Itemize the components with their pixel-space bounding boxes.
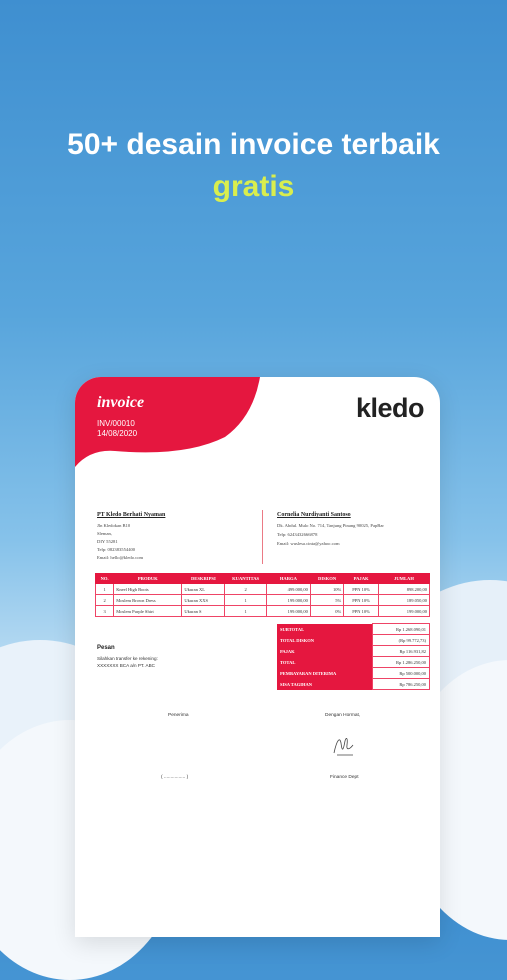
summary-row xyxy=(277,679,430,690)
invoice-items-table xyxy=(95,573,430,617)
summary-value: Rp 500.000,00 xyxy=(373,668,430,679)
cell-tax: PPN 10% xyxy=(344,606,379,617)
signature-mark xyxy=(331,733,357,759)
sender-sign-label: Dengan Hormat, xyxy=(325,713,361,718)
summary-row xyxy=(277,624,430,635)
kledo-logo: kledo xyxy=(356,393,425,423)
summary-value: Rp 116.931,82 xyxy=(373,646,430,657)
cell-discount: 10% xyxy=(310,584,343,595)
cell-quantity: 2 xyxy=(225,584,267,595)
party-divider xyxy=(262,510,263,564)
cell-quantity: 1 xyxy=(225,595,267,606)
cell-price: 199.000,00 xyxy=(266,595,310,606)
notes-line: Silahkan transfer ke rekening: xyxy=(97,656,158,661)
summary-row xyxy=(277,668,430,679)
sender-line: Sleman, xyxy=(97,531,112,536)
cell-price: 499.000,00 xyxy=(266,584,310,595)
sender-line: Telp: 082383554400 xyxy=(97,547,136,552)
col-header: DESKRIPSI xyxy=(182,574,225,584)
recipient-line: Email: wuslesa.cinta@yahoo.com xyxy=(277,541,340,546)
recipient-line: Dk. Abdul. Mulo No. 714, Tanjung Pinang 90025, PapBar xyxy=(277,523,384,528)
cell-quantity: 1 xyxy=(225,606,267,617)
summary-label: PAJAK xyxy=(277,646,373,657)
cell-discount: 5% xyxy=(310,595,343,606)
col-header: NO. xyxy=(96,574,114,584)
summary-value: Rp 1.286.250,00 xyxy=(373,657,430,668)
table-row xyxy=(96,606,430,617)
cell-tax: PPN 10% xyxy=(344,584,379,595)
cell-amount: 199.000,00 xyxy=(378,606,429,617)
summary-row xyxy=(277,646,430,657)
cell-no: 3 xyxy=(96,606,114,617)
cell-no: 1 xyxy=(96,584,114,595)
receiver-label: Penerima xyxy=(168,713,189,718)
summary-label: SISA TAGIHAN xyxy=(277,679,373,690)
summary-label: SUBTOTAL xyxy=(277,624,373,635)
invoice-date: 14/08/2020 xyxy=(97,429,138,438)
cell-product: Kneel High Boots xyxy=(114,584,182,595)
receiver-sign-blank: ( ................ ) xyxy=(161,775,189,780)
finance-dept-label: Finance Dept xyxy=(330,775,359,780)
notes-title: Pesan xyxy=(97,645,115,651)
invoice-title: invoice xyxy=(97,394,145,411)
cell-amount: 898.200,00 xyxy=(378,584,429,595)
summary-row xyxy=(277,657,430,668)
invoice-number: INV/00010 xyxy=(97,419,135,428)
cell-description: Ukuran XL xyxy=(182,584,225,595)
cell-description: Ukuran S xyxy=(182,606,225,617)
cell-price: 199.000,00 xyxy=(266,606,310,617)
col-header: DISKON xyxy=(310,574,343,584)
cell-tax: PPN 10% xyxy=(344,595,379,606)
invoice-summary xyxy=(277,623,430,690)
sender-name: PT Kledo Berhati Nyaman xyxy=(97,512,166,518)
summary-row xyxy=(277,635,430,646)
summary-label: PEMBAYARAN DITERIMA xyxy=(277,668,373,679)
sender-line: Jln Kledokan B10 xyxy=(97,523,131,528)
cell-discount: 0% xyxy=(310,606,343,617)
recipient-line: Telp: 6243432666878 xyxy=(277,532,318,537)
col-header: PRODUK xyxy=(114,574,182,584)
col-header: KUANTITAS xyxy=(225,574,267,584)
cell-amount: 189.050,00 xyxy=(378,595,429,606)
col-header: JUMLAH xyxy=(378,574,429,584)
summary-value: Rp 786.250,00 xyxy=(373,679,430,690)
cell-product: Moslem Brown Dress xyxy=(114,595,182,606)
cell-description: Ukuran XXS xyxy=(182,595,225,606)
summary-value: Rp 1.268.090,01 xyxy=(373,624,430,635)
sender-line: Email: hello@kledo.com xyxy=(97,555,144,560)
summary-value: (Rp 99.772,73) xyxy=(373,635,430,646)
table-row xyxy=(96,595,430,606)
col-header: HARGA xyxy=(266,574,310,584)
table-row xyxy=(96,584,430,595)
col-header: PAJAK xyxy=(344,574,379,584)
table-header-row xyxy=(96,574,430,584)
summary-label: TOTAL xyxy=(277,657,373,668)
headline-subtitle: gratis xyxy=(212,170,295,203)
sender-line: DIY 55281 xyxy=(97,539,118,544)
cell-no: 2 xyxy=(96,595,114,606)
invoice-preview xyxy=(75,377,440,937)
recipient-name: Cornelia Nurdiyanti Santoso xyxy=(277,512,351,518)
summary-label: TOTAL DISKON xyxy=(277,635,373,646)
headline-title: 50+ desain invoice terbaik xyxy=(67,128,440,161)
notes-line: XXXXXXX BCA a/n PT. ABC xyxy=(97,663,155,668)
cell-product: Moslem Purple Shirt xyxy=(114,606,182,617)
